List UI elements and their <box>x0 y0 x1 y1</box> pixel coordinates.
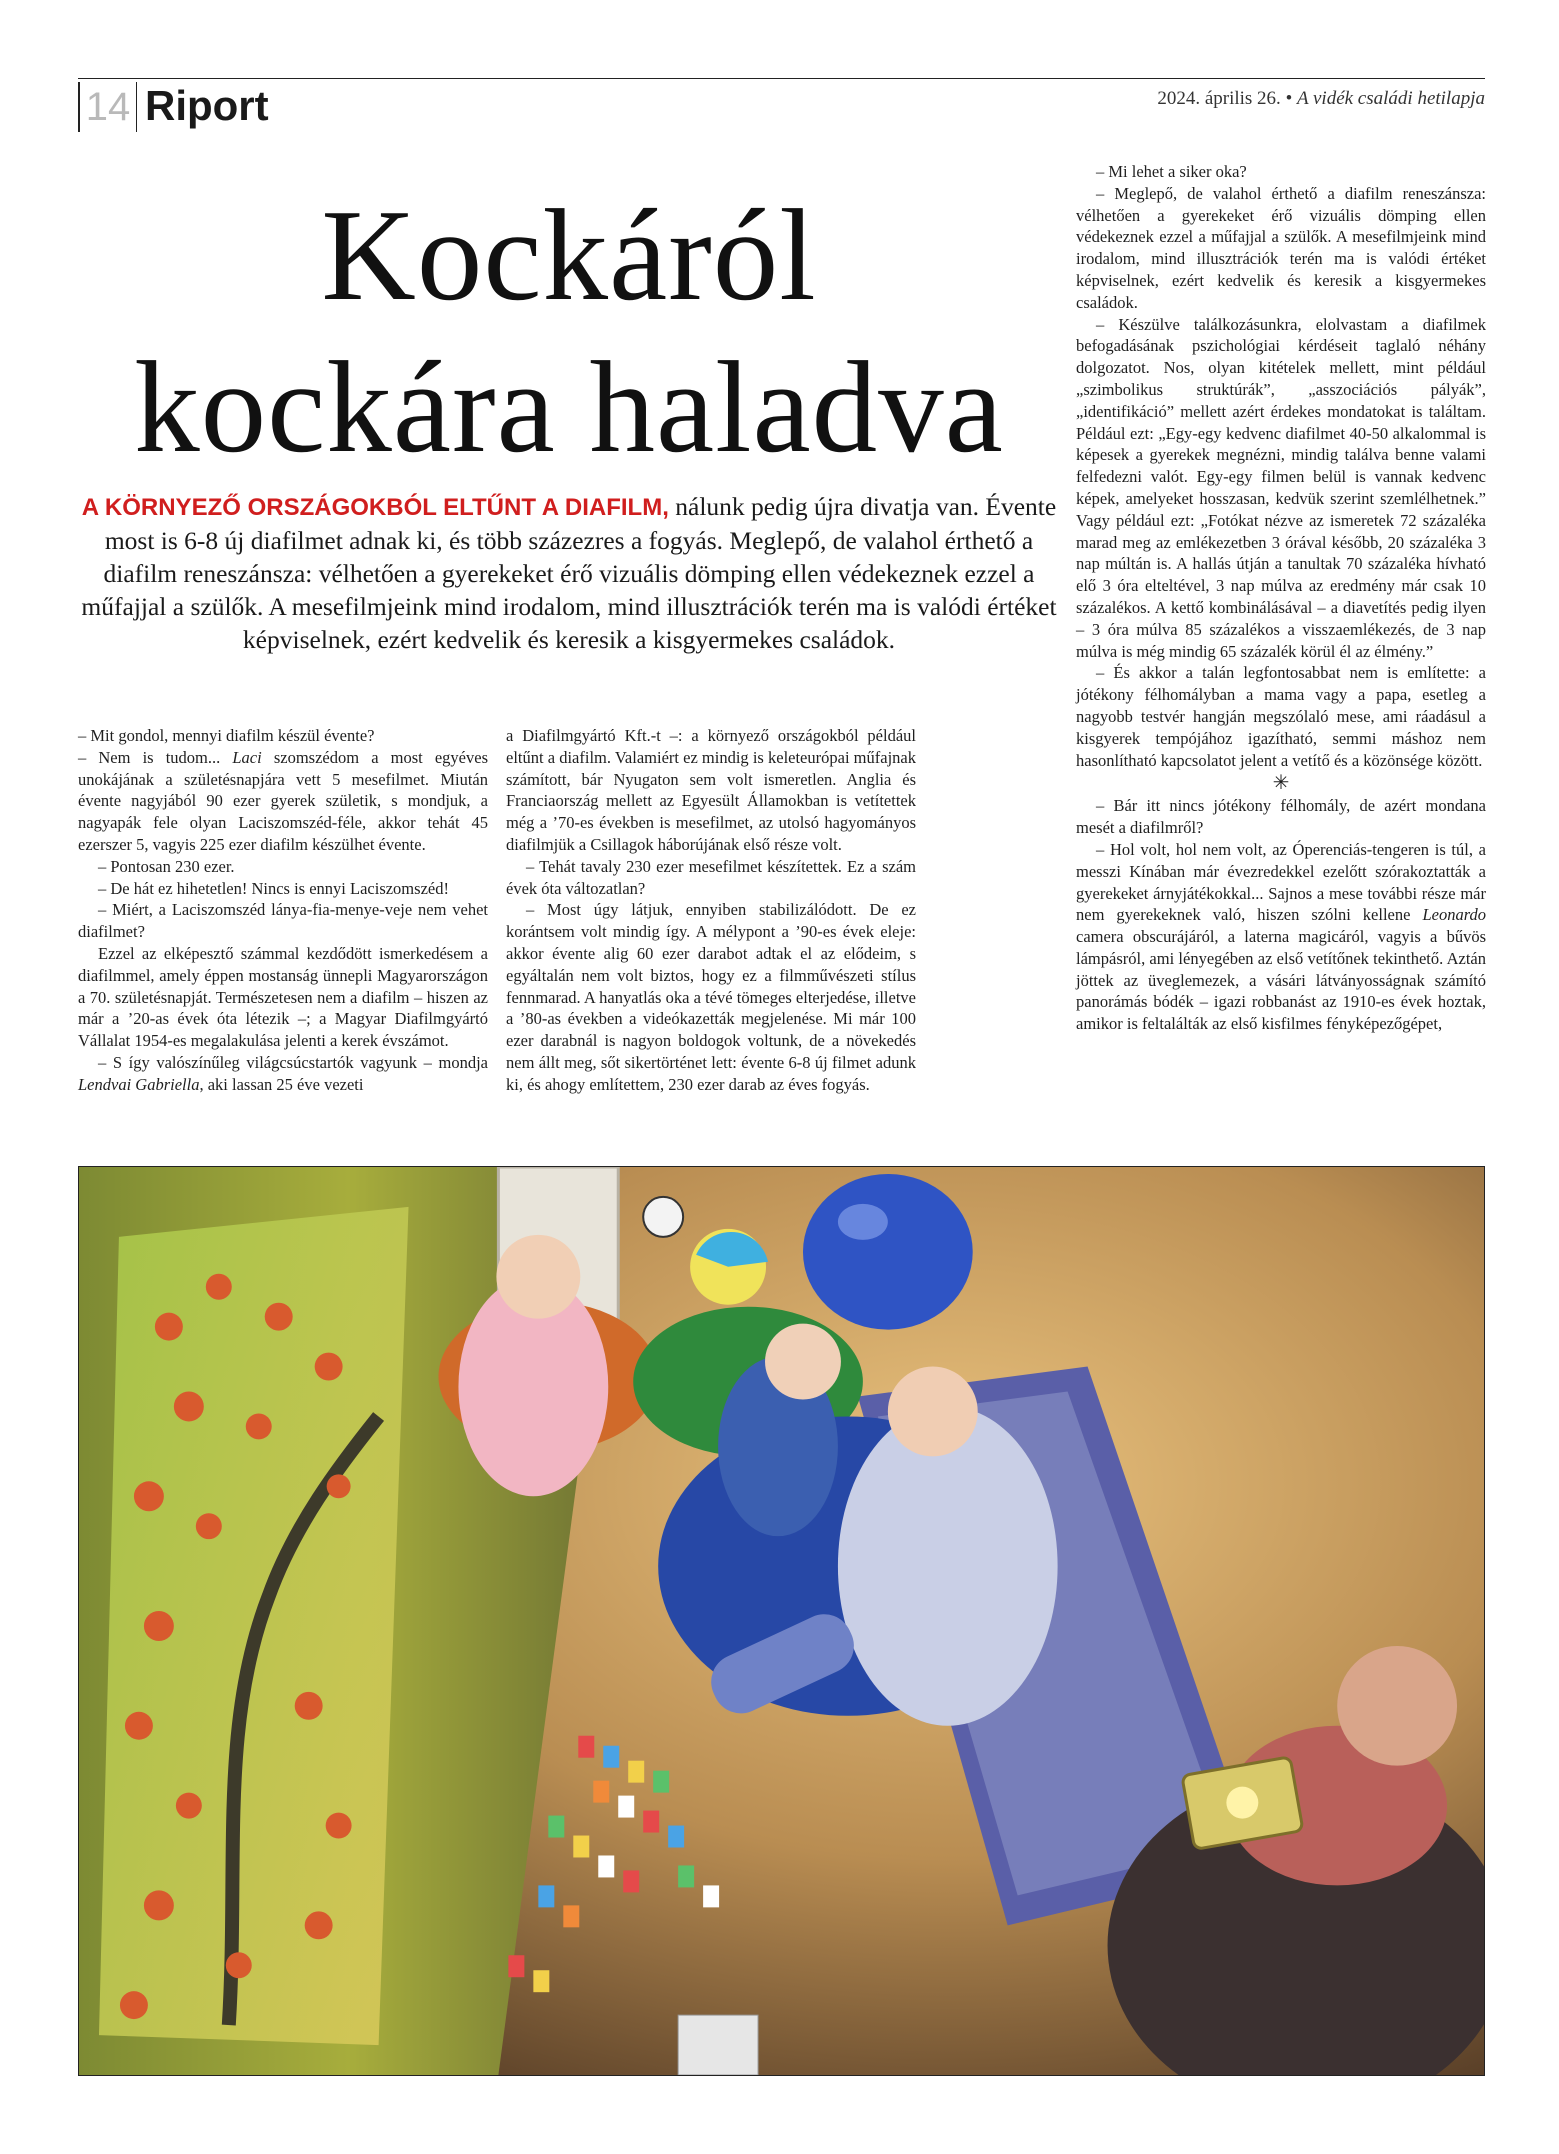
paragraph <box>1076 839 1486 1035</box>
section-break-asterisk: ✳ <box>1272 772 1290 795</box>
paragraph: a Diafilmgyártó Kft.-t –: a környező országokból például eltűnt a diafilm. Valamiért ez mindig is keleteurópai műfajnak számított, bár Nyugaton sem volt ismeretlen. Anglia és Franciaország mellett az Egyesült Államokban is vetítettek még a ’70-es években is mesefilmet, az utolsó hagyományos diafilmjük a Csillagok háborújának első része volt. <box>506 726 916 854</box>
text-run: – S így valószínűleg világcsúcstartók vagyunk – mondja <box>98 1052 488 1072</box>
paragraph: – Mit gondol, mennyi diafilm készül évente? <box>78 726 375 745</box>
issue-separator: • <box>1285 88 1293 109</box>
text-run: camera obscurájáról, a laterna magicáról, vagyis a bűvös lámpásról, ami lényegében az első vetítőnek tekinthető. Aztán jöttek az üveglemezek, a vásári látványosságnak számító panorámás bódék – igazi robbanást az 1910-es évek hoztak, amikor is feltalálták az első kisfilmes fényképezőgépet, <box>1076 927 1486 1034</box>
text-run: – Nem is tudom... <box>78 747 233 767</box>
paragraph: – Most úgy látjuk, ennyiben stabilizálódott. De ez korántsem volt mindig így. A mélypont a ’90-es évek eleje: akkor évente alig 60 ezer darabot adtak el az elődeim, s egyáltalán nem volt biztos, hogy ez a filmművészeti stílus fennmarad. A hanyatlás oka a tévé tömeges elterjedése, illetve a ’80-as években a videókazetták megjelenése. Mi már 100 ezer darabnál is nagyon boldogok voltunk, de a növekedés nem állt meg, sőt sikertörténet lett: évente 6-8 új filmet adunk ki, és ahogy említettem, 230 ezer darab az éves fogyás. <box>506 900 916 1094</box>
article-column-1 <box>78 725 488 1096</box>
person-name: Lendvai Gabriella <box>78 1074 200 1094</box>
headline-line-2: kockára haladva <box>134 335 1004 480</box>
page-number: 14 <box>78 82 137 132</box>
issue-date: 2024. április 26. <box>1157 88 1281 109</box>
child-lying-down <box>838 1406 1058 1725</box>
paragraph: – Tehát tavaly 230 ezer mesefilmet készítettek. Ez a szám évek óta változatlan? <box>506 856 916 898</box>
article-photo <box>78 1166 1485 2076</box>
paragraph: – Miért, a Laciszomszéd lánya-fia-menye-veje nem vehet diafilmet? <box>78 900 488 942</box>
lead-kicker: A KÖRNYEZŐ ORSZÁGOKBÓL ELTŰNT A DIAFILM, <box>81 494 669 521</box>
text-run: – Hol volt, hol nem volt, az Óperenciás-tengeren is túl, a messzi Kínában már évezredekkel ezelőtt szórakoztatták a gyerekeket árnyjátékokkal... Sajnos a mese további része már nem gyerekeknek való, hiszen szólni kellene <box>1076 839 1486 925</box>
paragraph: – Meglepő, de valahol érthető a diafilm reneszánsza: vélhetően a gyerekeket érő vizuális dömping ellen védekeznek ezzel a műfajjal a szülők. A mesefilmjeink mind irodalom, mind illusztrációk terén ma is valódi értéket képviselnek, ezért kedvelik és keresik a kisgyermekes családok. <box>1076 183 1486 312</box>
paragraph: – De hát ez hihetetlen! Nincs is ennyi Laciszomszéd! <box>98 878 449 898</box>
filmstrip-box <box>678 2015 758 2075</box>
blue-ball <box>803 1174 973 1330</box>
soccer-ball <box>643 1197 683 1237</box>
headline-line-1: Kockáról <box>321 183 817 328</box>
article-headline <box>78 180 1060 484</box>
paragraph: – Pontosan 230 ezer. <box>98 856 235 876</box>
lead-text: nálunk pedig újra divatja van. Évente most is 6-8 új diafilmet adnak ki, és több százezres a fogyás. Meglepő, de valahol érthető a diafilm reneszánsza: vélhetően a gyerekeket érő vizuális dömping ellen védekeznek ezzel a műfajjal a szülők. A mesefilmjeink mind irodalom, mind illusztrációk terén ma is valódi értéket képviselnek, ezért kedvelik és keresik a kisgyermekes családok. <box>81 492 1057 654</box>
article-column-3 <box>1076 161 1486 1035</box>
text-run: , aki lassan 25 éve vezeti <box>199 1074 364 1094</box>
children-watching-projection-illustration <box>79 1167 1484 2075</box>
paragraph: Ezzel az elképesztő számmal kezdődött ismerkedésem a diafilmmel, amely éppen mostanság ünnepli Magyarországon a 70. születésnapját. Természetesen nem a diafilm – hiszen az már a ’20-as évek óta létezik –; a Magyar Diafilmgyártó Vállalat 1954-es megalakulása jelenti a kerek évszámot. <box>78 943 488 1051</box>
section-title: Riport <box>145 82 269 129</box>
paragraph <box>78 1052 488 1096</box>
paragraph: – Mi lehet a siker oka? <box>1096 162 1247 181</box>
header-rule <box>78 78 1485 79</box>
paragraph <box>78 747 488 856</box>
text-run: szomszédom a most egyéves unokájának a születésnapjára vett 5 mesefilmet. Miután évente nagyjából 90 ezer gyerek születik, s mondjuk, a nagyapák fele olyan Laciszomszéd-féle, akkor tehát 45 ezerszer 5, vagyis 225 ezer diafilm készülhet évente. <box>78 747 488 854</box>
person-name: Laci <box>232 747 262 767</box>
article-lead <box>78 490 1060 656</box>
person-name: Leonardo <box>1422 905 1486 925</box>
issue-line <box>1157 88 1485 110</box>
paragraph: – És akkor a talán legfontosabbat nem is említette: a jótékony félhomályban a mama vagy a papa, esetleg a nagyobb testvér hangján megszólaló mese, ami ráadásul a kisgyerek tempójához igazítható, semmi máshoz nem hasonlítható kapcsolatot jelent a vetítő és a közönsége között. <box>1076 663 1486 770</box>
paragraph: – Készülve találkozásunkra, elolvastam a diafilmek befogadásának pszichológiai kérdéseit taglaló néhány dolgozatot. Nos, olyan kitételek mellett, mint például „szimbolikus struktúrák”, „asszociációs pályák”, „identifikáció” mellett azért érdekes mondatokat is találtam. Például ezt: „Egy-egy kedvenc diafilmet 40-50 alkalommal is képesek a gyerekek megnézni, mindig találva benne valami felfedezni valót. Egy-egy filmen belül is vannak kedvenc képek, amelyeket hosszasan, kedvük szerint szemlélhetnek.” Vagy például ezt: „Fotókat nézve az ismeretek 72 százaléka marad meg az emlékezetben 3 órával később, 20 százaléka 3 nap múltán is. A hallás útján a tanultak 70 százaléka hívható elő 3 óra elteltével, 3 nap múlva az eredmény már csak 10 százalékos. A kettő kombinálásával – a diavetítés pedig ilyen – 3 óra múlva 85 százalékos a visszaemlékezés, de 3 nap múlva is még mindig 65 százalék körül él az élmény.” <box>1076 314 1486 661</box>
article-column-2 <box>506 725 916 1096</box>
paper-name: A vidék családi hetilapja <box>1296 88 1485 109</box>
paragraph: – Bár itt nincs jótékony félhomály, de azért mondana mesét a diafilmről? <box>1076 796 1486 838</box>
